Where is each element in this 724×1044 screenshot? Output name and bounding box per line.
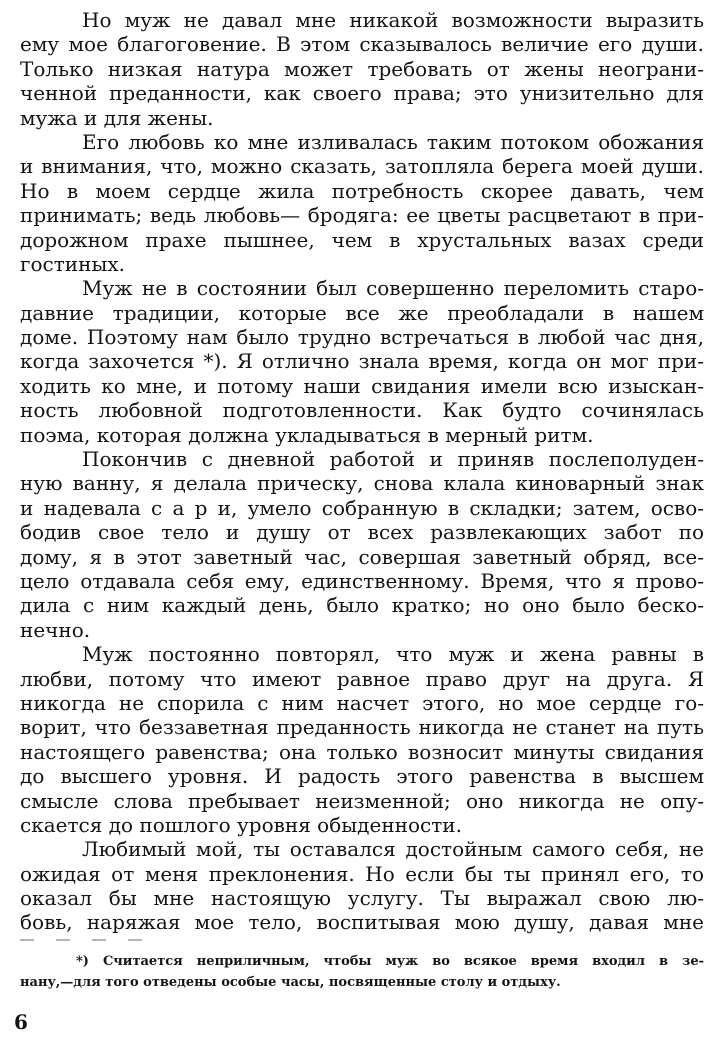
text-line: Но муж не давал мне никакой возможности выразить: [82, 8, 704, 32]
text-line: скается до пошлого уровня обыденности.: [20, 812, 462, 837]
text-line: и надевала с а р и, умело собранную в складки; затем, осво-: [20, 495, 704, 520]
text-line: мужа и для жены.: [20, 105, 214, 130]
text-line: настоящего равенства; она только возносит минуты свидания: [20, 739, 704, 764]
text-line: никогда не спорила с ним насчет этого, но мое сердце го-: [20, 690, 704, 715]
text-line: ную ванну, я делала прическу, снова клала киноварный знак: [20, 471, 704, 496]
text-line: ворит, что беззаветная преданность никогда не станет на путь: [20, 715, 704, 740]
text-line: ченной преданности, как своего права; это унизительно для: [20, 81, 704, 106]
text-line: ему мое благоговение. В этом сказывалось величие его души.: [20, 32, 704, 57]
text-line: дорожном прахе пышнее, чем в хрустальных вазах среди: [20, 227, 704, 252]
text-line: гостиных.: [20, 251, 125, 276]
text-line: давние традиции, которые все же преобладали в нашем: [20, 300, 704, 325]
main-text: [20, 8, 704, 935]
text-line: нечно.: [20, 617, 91, 642]
text-line: ходить ко мне, и потому наши свидания имели всю изыскан-: [20, 373, 704, 398]
footnote: [20, 951, 704, 993]
text-line: Любимый мой, ты оставался достойным самого себя, не: [82, 837, 704, 862]
text-line: любви, потому что имеют равное право друг на друга. Я: [20, 666, 704, 691]
text-line: оказал бы мне настоящую услугу. Ты выражал свою лю-: [20, 886, 704, 911]
footnote-line: *) Считается неприличным, чтобы муж во всякое время входил в зе-: [76, 954, 704, 969]
text-line: когда захочется *). Я отлично знала время, когда он мог при-: [20, 349, 704, 374]
text-line: дому, я в этот заветный час, совершая заветный обряд, все-: [20, 544, 704, 569]
text-line: Покончив с дневной работой и приняв послеполуден-: [82, 447, 704, 472]
text-line: дила с ним каждый день, было кратко; но оно было беско-: [20, 593, 704, 618]
text-line: доме. Поэтому нам было трудно встречаться в любой час дня,: [20, 325, 704, 350]
footnote-line: нану,—для того отведены особые часы, посвященные столу и отдыху.: [20, 975, 561, 990]
text-line: поэма, которая должна укладываться в мерный ритм.: [20, 422, 594, 447]
text-line: Но в моем сердце жила потребность скорее давать, чем: [20, 178, 704, 203]
text-line: до высшего уровня. И радость этого равенства в высшем: [20, 764, 704, 789]
text-line: ожидая от меня преклонения. Но если бы ты принял его, то: [20, 861, 704, 886]
text-line: принимать; ведь любовь— бродяга: ее цветы расцветают в при-: [20, 203, 704, 228]
text-line: бовь, наряжая мое тело, воспитывая мою душу, давая мне: [20, 910, 704, 935]
text-line: и внимания, что, можно сказать, затопляла берега моей души.: [20, 154, 704, 179]
text-line: смысле слова пребывает неизменной; оно никогда не опу-: [20, 788, 704, 813]
text-line: ность любовной подготовленности. Как будто сочинялась: [20, 398, 704, 423]
text-line: Муж не в состоянии был совершенно переломить старо-: [82, 276, 704, 301]
footnote-separator: [20, 929, 170, 939]
text-line: бодив свое тело и душу от всех развлекающих забот по: [20, 520, 704, 545]
text-line: Муж постоянно повторял, что муж и жена равны в: [82, 642, 704, 667]
text-line: цело отдавала себя ему, единственному. Время, что я прово-: [20, 568, 704, 593]
text-line: Его любовь ко мне изливалась таким потоком обожания: [82, 129, 704, 154]
page-number: 6: [14, 1010, 28, 1034]
text-line: Только низкая натура может требовать от жены неограни-: [20, 56, 704, 81]
